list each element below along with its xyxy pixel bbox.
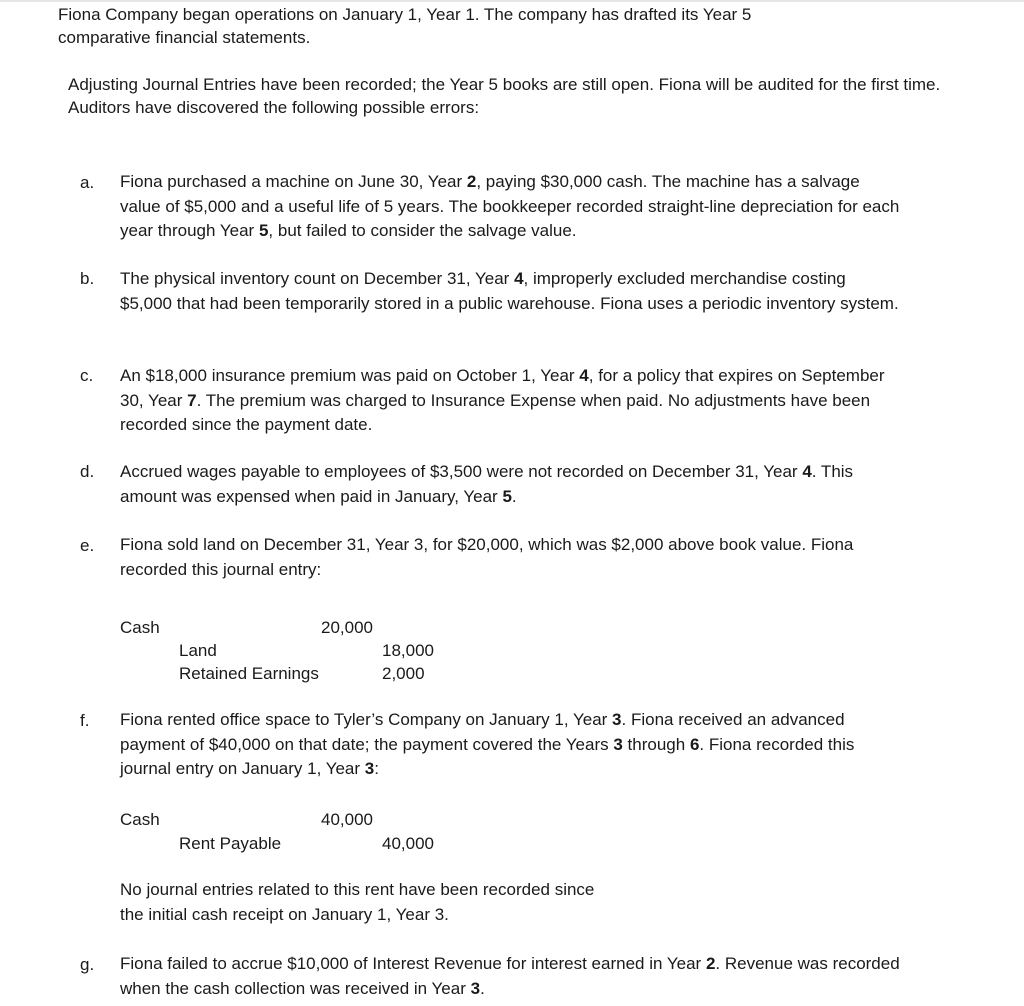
item-letter-b: b.	[80, 269, 95, 288]
je-e-credit-1-account: Land	[179, 641, 217, 660]
item-letter-g: g.	[80, 955, 95, 974]
item-letter-d: d.	[80, 462, 95, 481]
item-f-text: Fiona rented office space to Tyler’s Company on January 1, Year 3. Fiona received an advanced payment of $40,000 on that date; the payment covered the Years 3 through 6. Fiona recorded this journal entry on January 1, Year 3:	[120, 710, 855, 778]
je-e-debit-account: Cash	[120, 618, 160, 637]
item-d-text: Accrued wages payable to employees of $3,500 were not recorded on December 31, Year 4. This amount was expensed when paid in January, Year 5.	[120, 462, 854, 506]
je-e-credit-1-amount: 18,000	[382, 641, 434, 660]
item-letter-f: f.	[80, 711, 90, 730]
item-letter-e: e.	[80, 536, 95, 555]
top-divider	[0, 0, 1024, 2]
context-paragraph: Adjusting Journal Entries have been recorded; the Year 5 books are still open. Fiona will be audited for the first time. Auditors have discovered the following possible errors:	[68, 75, 941, 117]
je-e-credit-2-amount: 2,000	[382, 664, 425, 683]
je-e-credit-2-account: Retained Earnings	[179, 664, 319, 683]
je-f-debit-account: Cash	[120, 810, 160, 829]
item-letter-a: a.	[80, 173, 95, 192]
item-c-text: An $18,000 insurance premium was paid on October 1, Year 4, for a policy that expires on September 30, Year 7. The premium was charged to Insurance Expense when paid. No adjustments have been recorded since the payment date.	[120, 366, 885, 434]
item-b-text: The physical inventory count on December 31, Year 4, improperly excluded merchandise costing $5,000 that had been temporarily stored in a public warehouse. Fiona uses a periodic inventory system.	[120, 269, 899, 313]
item-a-text: Fiona purchased a machine on June 30, Year 2, paying $30,000 cash. The machine has a salvage value of $5,000 and a useful life of 5 years. The bookkeeper recorded straight-line depreciation for each year through Year 5, but failed to consider the salvage value.	[120, 172, 900, 240]
item-e-text: Fiona sold land on December 31, Year 3, for $20,000, which was $2,000 above book value. Fiona recorded this journal entry:	[120, 535, 854, 579]
je-f-debit-amount: 40,000	[321, 810, 373, 829]
je-f-credit-amount: 40,000	[382, 834, 434, 853]
item-f-note: No journal entries related to this rent have been recorded since the initial cash receipt on January 1, Year 3.	[120, 880, 595, 924]
je-e-debit-amount: 20,000	[321, 618, 373, 637]
item-g-text: Fiona failed to accrue $10,000 of Interest Revenue for interest earned in Year 2. Revenue was recorded when the cash collection was received in Year 3.	[120, 954, 900, 998]
intro-paragraph: Fiona Company began operations on January 1, Year 1. The company has drafted its Year 5 comparative financial statements.	[58, 5, 752, 47]
item-letter-c: c.	[80, 366, 94, 385]
je-f-credit-account: Rent Payable	[179, 834, 282, 853]
